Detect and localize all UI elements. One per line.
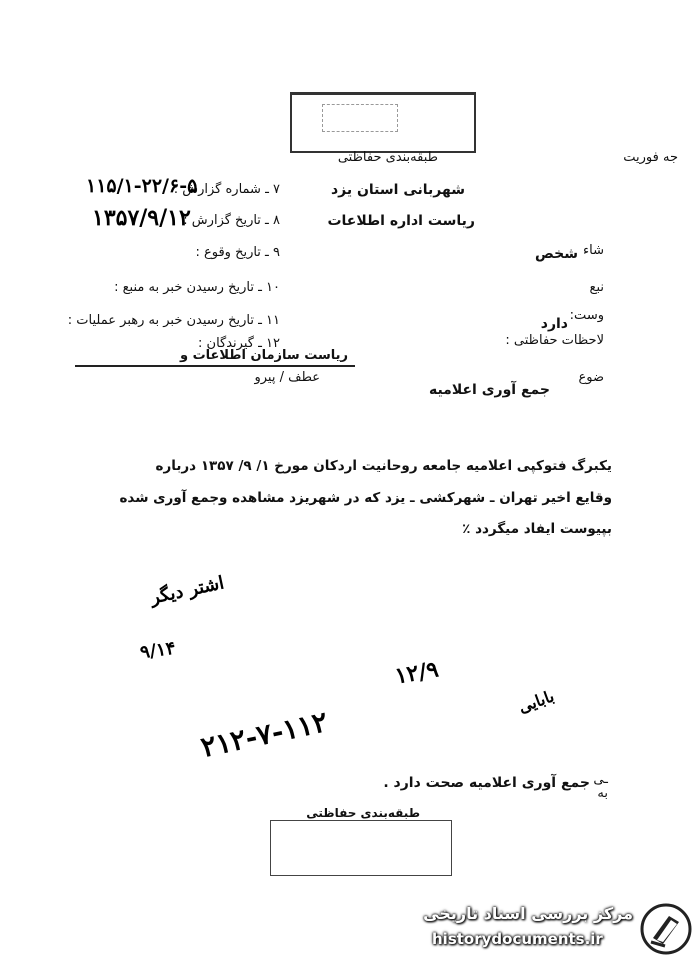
handwritten-note-1: اشتر دیگر — [148, 572, 226, 609]
attachment-label: وست: — [569, 308, 604, 323]
watermark-name: مرکز بررسی اسناد تاریخی — [423, 904, 633, 923]
body-line-3: بپیوست ایفاد میگردد ٪ — [462, 521, 612, 537]
to-line-1: شهربانی استان یزد — [330, 182, 465, 198]
subject-value: جمع آوری اعلامیه — [428, 382, 550, 398]
handwritten-note-2: ۹/۱۴ — [138, 637, 177, 664]
remarks-label: لاحظات حفاظتی : — [505, 333, 604, 348]
urgency-label: جه فوریت — [623, 150, 678, 165]
bottom-label: ـی به — [593, 772, 608, 801]
report-date-value: ۱۳۵۷/۹/۱۲ — [92, 205, 191, 231]
origin-label: نبع — [589, 280, 604, 295]
bottom-stamp-box — [270, 820, 452, 876]
recipients-underline — [75, 365, 355, 367]
report-number-value: ۱۱۵/۱-۲۲/۶-۵ — [86, 175, 198, 197]
handwritten-note-3: ۱۲/۹ — [393, 656, 441, 690]
reference-label: عطف / پیرو — [254, 370, 320, 385]
body-line-1: یکبرگ فتوکپی اعلامیه جامعه روحانیت اردکان مورخ ۱/ ۹/ ۱۳۵۷ درباره — [155, 458, 612, 474]
bottom-text: جمع آوری اعلامیه صحت دارد . — [383, 775, 590, 791]
subject-label: ضوع — [578, 370, 604, 385]
classification-header: طبقه‌بندی حفاظتی — [337, 150, 438, 165]
book-logo-icon — [639, 902, 693, 956]
ops-arrival-date-label: ۱۱ ـ تاریخ رسیدن خبر به رهبر عملیات : — [67, 313, 280, 328]
report-date-label: ۸ ـ تاریخ گزارش : — [183, 213, 280, 228]
recipients-value: ریاست سازمان اطلاعات و — [179, 348, 348, 363]
to-line-2: ریاست اداره اطلاعات — [327, 213, 475, 229]
source-value: شخص — [535, 246, 578, 262]
body-line-2: وقایع اخیر تهران ـ شهرکشی ـ یزد که در شهریزد مشاهده وجمع آوری شده — [119, 490, 612, 506]
event-date-label: ۹ ـ تاریخ وقوع : — [195, 245, 280, 260]
handwritten-signature: بابایی — [515, 686, 557, 717]
attachment-value: دارد — [540, 316, 568, 332]
news-arrival-date-label: ۱۰ ـ تاریخ رسیدن خبر به منبع : — [114, 280, 280, 295]
source-label: شاء — [583, 243, 604, 258]
watermark-url: historydocuments.ir — [432, 930, 603, 948]
top-stamp-smudge — [322, 104, 398, 132]
handwritten-note-4: ۲۱۲-۷-۱۱۲ — [197, 705, 331, 764]
bottom-classification: طبقه‌بندی حفاظتی — [306, 806, 420, 820]
watermark — [420, 900, 695, 958]
report-number-label: ۷ ـ شماره گزارش : — [173, 182, 280, 197]
recipients-label: ۱۲ ـ گیرندگان : — [198, 336, 280, 351]
